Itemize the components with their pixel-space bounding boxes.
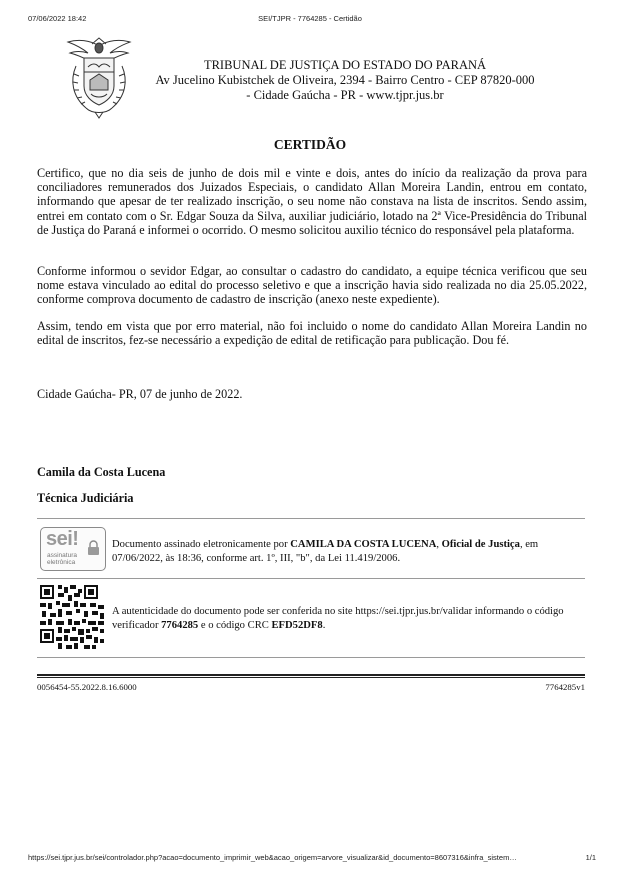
lock-icon (87, 540, 100, 556)
paragraph-3: Assim, tendo em vista que por erro material, não foi incluido o nome do candidato Allan Moreira Landin no edital de inscritos, fez-se necessário a expedição de edital de retificação para publicação. Dou fé. (37, 319, 587, 348)
verify-crc: EFD52DF8 (271, 620, 323, 631)
coat-of-arms-icon (62, 36, 136, 120)
place-date: Cidade Gaúcha- PR, 07 de junho de 2022. (37, 387, 243, 401)
document-title: CERTIDÃO (273, 137, 347, 152)
divider (37, 578, 585, 579)
signature-sep: , (436, 539, 442, 550)
verify-text-mid: e o código CRC (198, 620, 272, 631)
footer-rule (37, 674, 585, 676)
court-address: Av Jucelino Kubistchek de Oliveira, 2394 - Bairro Centro - CEP 87820-000 (155, 73, 535, 87)
document-version: 7764285v1 (545, 682, 585, 692)
seal-caption-2: eletrônica (47, 559, 76, 566)
divider (37, 518, 585, 519)
court-city-site: - Cidade Gaúcha - PR - www.tjpr.jus.br (246, 88, 444, 102)
signature-signer: CAMILA DA COSTA LUCENA (290, 539, 437, 550)
court-name: TRIBUNAL DE JUSTIÇA DO ESTADO DO PARANÁ (203, 58, 487, 72)
signer-name: Camila da Costa Lucena (37, 465, 166, 479)
signature-text-pre: Documento assinado eletronicamente por (112, 539, 291, 550)
print-url: https://sei.tjpr.jus.br/sei/controlador.php?acao=documento_imprimir_web&acao_origem=arvore_visualizar&id_documento=8607316&infra_sistem… (28, 853, 517, 862)
verification-statement (112, 605, 587, 633)
paragraph-1: Certifico, que no dia seis de junho de dois mil e vinte e dois, antes do início da realização da prova para conciliadores remunerados dos Juizados Especiais, o candidato Allan Moreira Landin, entrou em contato, informando que apesar de ter realizado inscrição, o seu nome não constava na lista de inscritos. Sendo assim, entrei em contato com o Sr. Edgar Souza da Silva, auxiliar judiciário, lotado na 2ª Vice-Presidência do Tribunal de Justiça do Paraná e informei o ocorrido. O mesmo solicitou auxilio técnico do responsável pela plataforma. (37, 166, 587, 237)
verify-text-pre: A autenticidade do documento pode ser conferida no site https://sei.tjpr.jus.br/validar informando o código verificador (112, 606, 564, 631)
footer-rule-thin (37, 677, 585, 678)
verify-text-post: . (322, 620, 326, 631)
print-datetime: 07/06/2022 18:42 (28, 14, 87, 23)
signature-office: Oficial de Justiça (441, 539, 520, 550)
seal-caption (47, 552, 77, 566)
seal-brand: sei! (46, 528, 79, 550)
divider (37, 657, 585, 658)
print-doc-title: SEI/TJPR - 7764285 - Certidão (258, 14, 362, 23)
process-number: 0056454-55.2022.8.16.6000 (37, 682, 137, 692)
sei-seal (40, 527, 106, 571)
paragraph-2: Conforme informou o sevidor Edgar, ao consultar o cadastro do candidato, a equipe técnica verificou que seu nome estava vinculado ao edital do processo seletivo e que a inscrição havia sido realizada no dia 25.05.2022, conforme comprova documento de cadastro de inscrição (anexo neste expediente). (37, 264, 587, 307)
seal-caption-1: assinatura (47, 552, 77, 559)
signature-statement (112, 538, 587, 566)
signer-role: Técnica Judiciária (37, 491, 134, 505)
qr-code-icon (40, 585, 104, 649)
signature-text-post: , em 07/06/2022, às 18:36, conforme art. 1º, III, "b", da Lei 11.419/2006. (112, 539, 539, 564)
print-page-number: 1/1 (585, 853, 596, 862)
verify-code: 7764285 (161, 620, 199, 631)
court-header (150, 58, 540, 103)
